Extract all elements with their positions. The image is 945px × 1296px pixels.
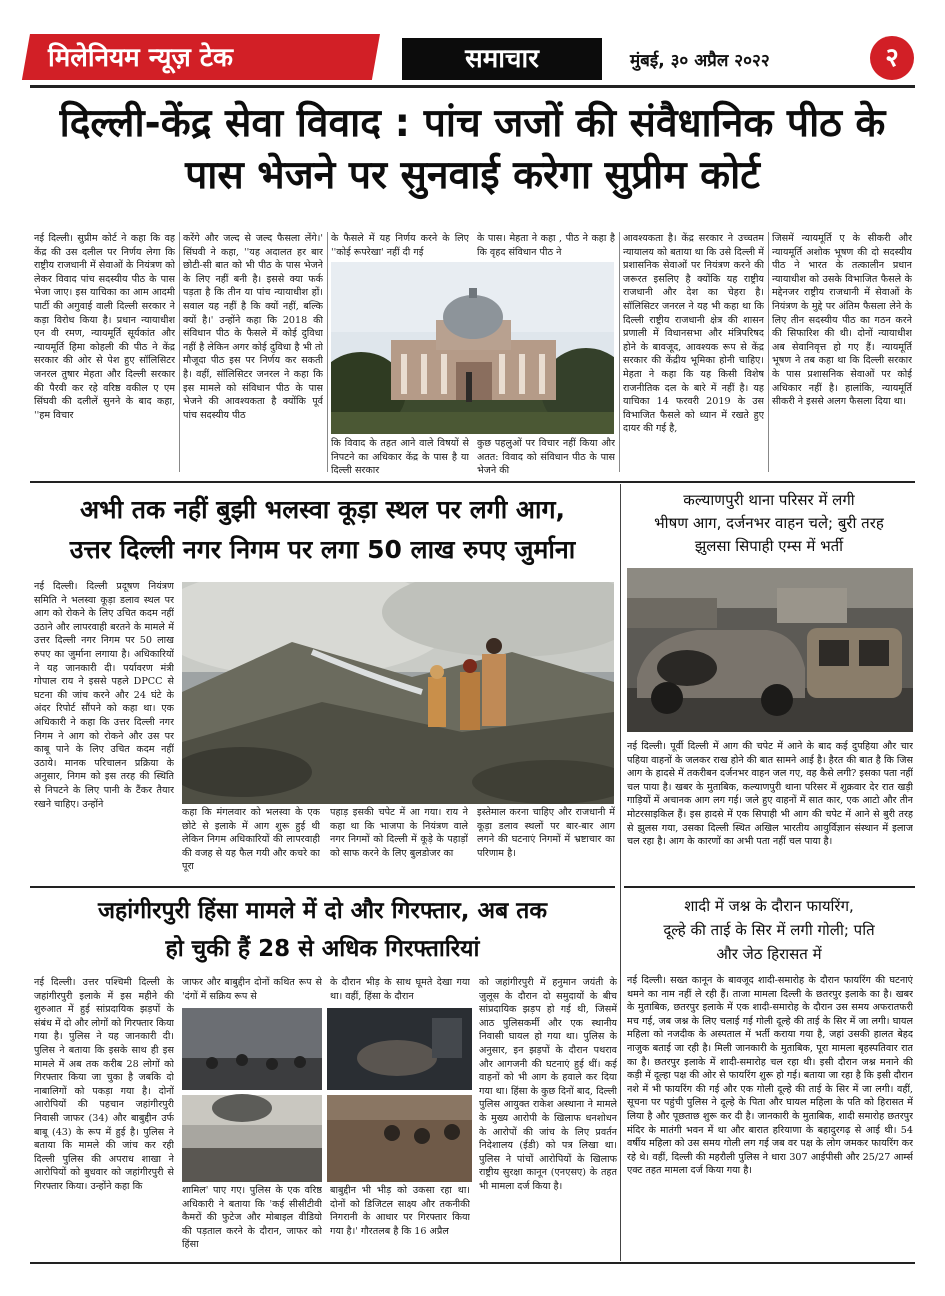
story5-headline-line2: दूल्हे की ताई के सिर में लगी गोली; पति	[663, 921, 875, 939]
story2-column-2: कहा कि मंगलवार को भलस्वा के एक छोटे से इलाके में आग शुरू हुई थी लेकिन निगम अधिकारियों की लापरवाही की वजह से यह फैल गयी और कचरे का पूरा	[182, 807, 320, 873]
story2-headline-line1: अभी तक नहीं बुझी भलस्वा कूड़ा स्थल पर लगी आग,	[79, 495, 566, 524]
story4-column-2-bottom: शामिल' पाए गए। पुलिस के एक वरिष्ठ अधिकारी ने बताया कि 'कई सीसीटीवी कैमरों की फुटेज और मोबाइल वीडियो की पड़ताल करने के दौरान, जाफर को हिंसा	[182, 1185, 322, 1251]
column-divider	[179, 232, 180, 472]
story4-column-4: को जहांगीरपुरी में हनुमान जयंती के जुलूस के दौरान दो समुदायों के बीच सांप्रदायिक झड़प हो गई थी, जिसमें आठ पुलिसकर्मी और एक स्थानीय निवासी घायल हो गया था। पुलिस के अनुसार, इन झड़पों के दौरान पथराव और आगजनी की घटनाएं हुई थीं। कई वाहनों को भी आग के हवाले कर दिया गया था। हिंसा के कुछ दिनों बाद, दिल्ली पुलिस आयुक्त राकेश अस्थाना ने मामले के मुख्य आरोपी के खिलाफ धनशोधन के आरोपों की जांच के लिए प्रवर्तन निदेशालय (ईडी) को पत्र लिखा था। पुलिस ने पांचों आरोपियों के खिलाफ राष्ट्रीय सुरक्षा कानून (एनएसए) के तहत भी मामला दर्ज किया है।	[479, 977, 617, 1192]
column-divider	[768, 232, 769, 472]
column-divider	[327, 232, 328, 472]
story5-headline-line1: शादी में जश्न के दौरान फायरिंग,	[684, 897, 854, 915]
section-rule	[624, 886, 915, 888]
section-rule	[30, 481, 915, 483]
story1-headline-line1: दिल्ली-केंद्र सेवा विवाद : पांच जजों की संवैधानिक पीठ के	[59, 101, 886, 146]
story4-headline-line2: हो चुकी हैं 28 से अधिक गिरफ्तारियां	[165, 936, 480, 962]
column-divider	[619, 232, 620, 472]
story1-column-6: जिसमें न्यायमूर्ति ए के सीकरी और न्यायमूर्ति अशोक भूषण की दो सदस्यीय पीठ ने भारत के तत्कालीन प्रधान न्यायाधीश को उसके विभाजित फैसले के मद्देनजर राष्ट्रीय राजधानी में सेवाओं के नियंत्रण के मुद्दे पर अंतिम फैसला लेने के लिए तीन सदस्यीय पीठ का गठन करने की सिफारिश की थी। दोनों न्यायाधीश अब सेवानिवृत्त हो गए हैं। न्यायमूर्ति भूषण ने तब कहा था कि दिल्ली सरकार के पास प्रशासनिक सेवाओं पर कोई अधिकार नहीं है। हालांकि, न्यायमूर्ति सीकरी ने इससे अलग फैसला दिया था।	[772, 233, 912, 408]
story1-column-2: करेंगे और जल्द से जल्द फैसला लेंगे।' सिंघवी ने कहा, ''यह अदालत हर बार छोटी-सी बात को भी पीठ के पास भेजने के लिए नहीं बनी है। इससे क्या फर्क पड़ता है कि तीन या पांच न्यायाधीश हों। सवाल यह नहीं है कि क्यों नहीं, बल्कि क्यों है।' उन्होंने कहा कि 2018 की संविधान पीठ के फैसले में कोई दुविधा नहीं है लेकिन अगर कोई दुविधा है भी तो मौजूदा पीठ इस पर निर्णय कर सकती है। वहीं, सॉलिसिटर जनरल ने कहा कि इस मामले को संविधान पीठ के पास भेजने की आवश्यकता है क्योंकि पूर्व पांच सदस्यीय पीठ	[183, 233, 323, 421]
story4-column-3-bottom: बाबुद्दीन भी भीड़ को उकसा रहा था। दोनों को डिजिटल साक्ष्य और तकनीकी निगरानी के आधार पर गिरफ्तार किया गया है।' गौरतलब है कि 16 अप्रैल	[330, 1185, 470, 1237]
column-divider	[620, 889, 621, 1261]
story1-column-3-top: के फैसले में यह निर्णय करने के लिए ''कोई रूपरेखा' नहीं दी गई	[331, 233, 469, 258]
story3-body: नई दिल्ली। पूर्वी दिल्ली में आग की चपेट में आने के बाद कई दुपहिया और चार पहिया वाहनों के जलकर राख होने की बात सामने आई है। हैरत की बात है कि जिस आग के हादसे में तकरीबन दर्जनभर वाहन जल गए, वह कैसे लगी? इसका पता नहीं चल पाया है। खबर के मुताबिक, कल्याणपुरी थाना परिसर में शुक्रवार देर रात खड़ी गाड़ियों में अचानक आग लग गई। जले हुए वाहनों में सात कार, एक आटो और तीन मोटरसाइकिल हैं। इस हादसे में एक सिपाही भी आग की चपेट में आने से बुरी तरह से झुलस गया, उसका दिल्ली स्थित अखिल भारतीय आयुर्विज्ञान संस्थान में इलाज चल रहा है। आग के कारणों का अभी पता नहीं चल पाया है।	[627, 741, 913, 848]
supreme-court-photo	[331, 262, 614, 434]
story5-headline-line3: और जेठ हिरासत में	[716, 945, 822, 963]
story1-column-4-bottom: कुछ पहलुओं पर विचार नहीं किया और अतत: विवाद को संविधान पीठ के पास भेजने की	[477, 438, 615, 477]
story2-column-3: पहाड़ इसकी चपेट में आ गया। राय ने कहा था कि भाजपा के नियंत्रण वाले नगर निगमों को दिल्ली में कूड़े के पहाड़ों को साफ करने के लिए बुलडोजर का	[330, 807, 468, 859]
jahangirpuri-violence-images	[182, 1008, 472, 1182]
story4-headline-line1: जहांगीरपुरी हिंसा मामले में दो और गिरफ्तार, अब तक	[97, 898, 548, 924]
story4-column-2-top: जाफर और बाबुद्दीन दोनों कथित रूप से 'दंगों में सक्रिय रूप से	[182, 977, 322, 1002]
column-divider	[620, 484, 621, 889]
story4-column-3-top: के दौरान भीड़ के साथ घूमते देखा गया था। वहीं, हिंसा के दौरान	[330, 977, 470, 1002]
supreme-court-image	[331, 262, 614, 434]
masthead-rule	[30, 85, 915, 88]
landfill-fire-image	[182, 582, 614, 804]
story2-headline-line2: उत्तर दिल्ली नगर निगम पर लगा 50 लाख रुपए जुर्माना	[69, 535, 576, 564]
story3-headline-line3: झुलसा सिपाही एम्स में भर्ती	[694, 537, 844, 555]
bhalswa-fire-photo	[182, 582, 614, 804]
story5-body: नई दिल्ली। सख्त कानून के बावजूद शादी-समारोह के दौरान फायरिंग की घटनाएं थमने का नाम नहीं ले रही हैं। ताजा मामला दिल्ली के छतरपुर इलाके का है। खबर के मुताबिक, छतरपुर इलाके में एक शादी-समारोह के दौरान उस समय अफरातफरी मच गई, जब जश्न के लिए चलाई गई गोली दूल्हे की ताई के सिर में जा लगी। घायल महिला को नजदीक के अस्पताल में भर्ती कराया गया है, जहां उसकी हालत बेहद नाजुक बताई जा रही है। मिली जानकारी के मुताबिक, पूरा मामला बृहस्पतिवार रात का है। छतरपुर इलाके में शादी-समारोह चल रहा थी। इसी दौरान जश्न मनाने की कड़ी में दूल्हा पक्ष की ओर से फायरिंग शुरू हो गई। बताया जा रहा है कि इसी दौरान नशे में भी फायरिंग की गई और एक गोली दूल्हे की ताई के सिर में जा लगी। वहीं, सूचना पर पहुंची पुलिस ने दूल्हे के पिता और घायल महिला के पति को हिरासत में लिया है और पूछताछ शुरू कर दी है। जानकारी के मुताबिक, शादी समारोह छतरपुर मंदिर के मातंगी भवन में था और बारात हरियाणा के बहादुरगढ़ से आई थी। 54 वर्षीय महिला को उस समय गोली लग गई जब वर पक्ष के लोग जमकर फायरिंग कर रहे थे। वहीं, दिल्ली की महरौली पुलिस ने धारा 307 आईपीसी और 25/27 आर्म्स एक्ट तहत मामला दर्ज किया गया है।	[627, 975, 913, 1177]
page-number: २	[885, 43, 899, 73]
burnt-vehicles-image	[627, 568, 913, 732]
date-line: मुंबई, ३० अप्रैल २०२२	[630, 51, 770, 71]
story1-column-1: नई दिल्ली। सुप्रीम कोर्ट ने कहा कि वह केंद्र की उस दलील पर निर्णय लेगा कि राष्ट्रीय राजधानी में सेवाओं के नियंत्रण को लेकर विवाद पांच सदस्यीय पीठ के पास भेजा जाए। इस याचिका का आम आदमी पार्टी की अगुवाई वाली दिल्ली सरकार ने कड़ा विरोध किया है। प्रधान न्यायाधीश एन वी रमण, न्यायमूर्ति सूर्यकांत और न्यायमूर्ति हिमा कोहली की पीठ ने केंद्र सरकार की ओर से पेश हुए सॉलिसिटर जनरल तुषार मेहता और दिल्ली सरकार की पैरवी कर रहे वरिष्ठ वकील ए एम सिंघवी की दलीलें सुनने के बाद कहा, ''हम विचार	[34, 233, 175, 421]
story2-column-4: इस्तेमाल करना चाहिए और राजधानी में कूड़ा डलाव स्थलों पर बार-बार आग लगने की घटनाएं निगमों में भ्रष्टाचार का परिणाम है।	[477, 807, 615, 859]
story3-headline-line2: भीषण आग, दर्जनभर वाहन चले; बुरी तरह	[654, 514, 884, 532]
story4-column-1: नई दिल्ली। उत्तर पश्चिमी दिल्ली के जहांगीरपुरी इलाके में इस महीने की शुरुआत में हुई सांप्रदायिक झड़पों के संबंध में दो और लोगों को गिरफ्तार किया गया है। पुलिस ने यह जानकारी दी। पुलिस ने बताया कि इसके साथ ही इस मामले में अब तक करीब 28 लोगों को गिरफ्तार किया जा चुका है जबकि दो नाबालिगों को पकड़ा गया है। दोनों आरोपियों की पहचान जहांगीरपुरी निवासी जाफर (34) और बाबुद्दीन उर्फ बाबू (43) के रूप में हुई है। पुलिस ने बताया कि मामले की जांच कर रही दिल्ली पुलिस की अपराध शाखा ने आरोपियों को बुधवार को जहांगीरपुरी से गिरफ्तार किया। उन्होंने कहा कि	[34, 977, 174, 1192]
masthead	[30, 34, 915, 82]
story1-column-3-bottom: कि विवाद के तहत आने वाले विषयों से निपटने का अधिकार केंद्र के पास है या दिल्ली सरकार	[331, 438, 469, 477]
section-label: समाचार	[465, 44, 539, 74]
story1-column-5: आवश्यकता है। केंद्र सरकार ने उच्चतम न्यायालय को बताया था कि उसे दिल्ली में प्रशासनिक सेवाओं पर नियंत्रण करने की जरूरत इसलिए है क्योंकि यह राष्ट्रीय राजधानी और देश का चेहरा है। सॉलिसिटर जनरल ने यह भी कहा था कि दिल्ली राष्ट्रीय राजधानी क्षेत्र की शासन प्रणाली में विधानसभा और मंत्रिपरिषद होने के बावजूद, आवश्यक रूप से केंद्र सरकार की केंद्रीय भूमिका होनी चाहिए। मेहता ने कहा कि यह किसी विशेष राजनीतिक दल के बारे में नहीं है। यह याचिका 14 फरवरी 2019 के उस विभाजित फैसले को ध्यान में रखते हुए दायर की गई है,	[623, 233, 764, 435]
story2-column-1: नई दिल्ली। दिल्ली प्रदूषण नियंत्रण समिति ने भलस्वा कूड़ा डलाव स्थल पर आग को रोकने के लिए उचित कदम नहीं उठाने और लापरवाही बरतने के मामले में उत्तर दिल्ली नगर निगम पर 50 लाख रुपए का जुर्माना लगाया है। अधिकारियों ने यह जानकारी दी। पर्यावरण मंत्री गोपाल राय ने इससे पहले DPCC से घटना की जांच करने और 24 घंटे के अंदर रिपोर्ट सौंपने को कहा था। एक अधिकारी ने कहा कि उत्तर दिल्ली नगर निगम ने आग को रोकने और उस पर काबू पाने के लिए उचित कदम नहीं उठाये। मानक परिचालन प्रक्रिया के अनुसार, निगम को इस तरह की स्थिति से निपटने के लिए पानी के टैंकर तैयार रखने चाहिए। उन्होंने	[34, 581, 174, 810]
story1-headline-line2: पास भेजने पर सुनवाई करेगा सुप्रीम कोर्ट	[185, 153, 760, 198]
story1-column-4-top: के पास। मेहता ने कहा , पीठ ने कहा है कि वृहद संविधान पीठ ने	[477, 233, 615, 258]
section-rule	[30, 886, 615, 888]
burnt-vehicles-photo	[627, 568, 913, 732]
story3-headline-line1: कल्याणपुरी थाना परिसर में लगी	[683, 491, 855, 509]
paper-name: मिलेनियम न्यूज़ टेक	[48, 43, 233, 73]
jahangirpuri-collage	[182, 1008, 472, 1182]
bottom-rule	[30, 1262, 915, 1264]
